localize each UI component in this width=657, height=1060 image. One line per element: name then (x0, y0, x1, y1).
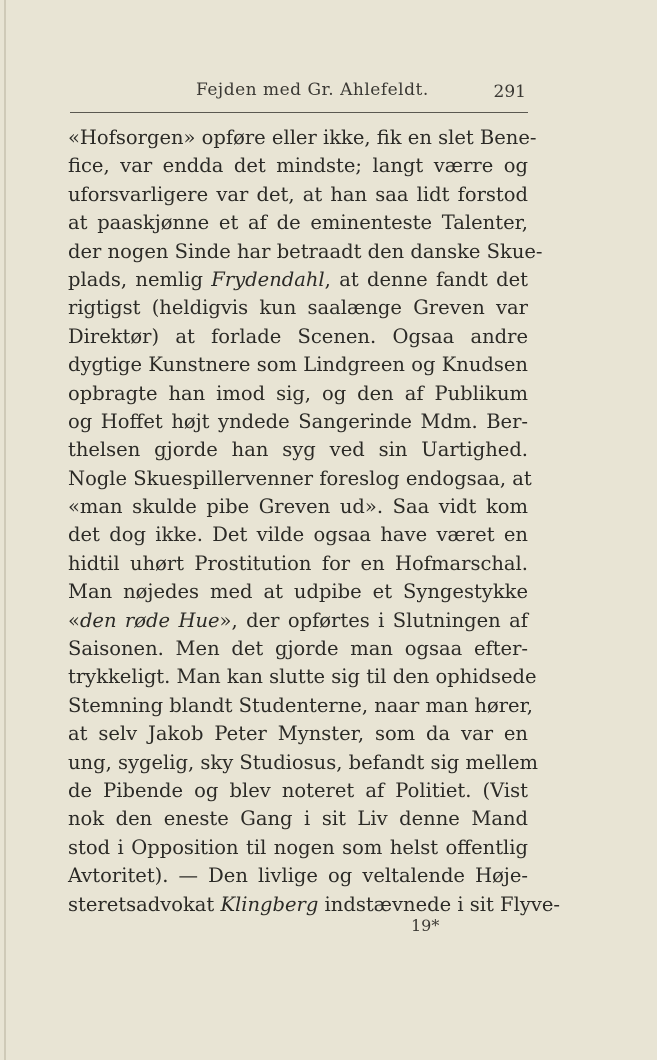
text-line: der nogen Sinde har betraadt den danske Skue- (68, 239, 543, 263)
text-line: Avtoritet). — Den livlige og veltalende Høje- (68, 864, 528, 888)
text-line: det dog ikke. Det vilde ogsaa have været en (68, 523, 528, 547)
text-line: thelsen gjorde han syg ved sin Uartighed. (68, 438, 528, 462)
page-number: 291 (493, 82, 526, 102)
text-line: «den røde Hue», der opførtes i Slutningen af (68, 608, 528, 632)
text-line: dygtige Kunstnere som Lindgreen og Knudsen (68, 353, 528, 377)
page-header (70, 74, 528, 114)
text-line: Saisonen. Men det gjorde man ogsaa efter- (68, 637, 528, 661)
text-line: hidtil uhørt Prostitution for en Hofmarschal. (68, 551, 528, 575)
text-line: uforsvarligere var det, at han saa lidt forstod (68, 182, 528, 206)
running-head: Fejden med Gr. Ahlefeldt. (196, 80, 429, 100)
page-edge (4, 0, 6, 1060)
text-line: steretsadvokat Klingberg indstævnede i sit Flyve- (68, 892, 560, 916)
italic-name: Klingberg (220, 892, 319, 916)
text-line: at paaskjønne et af de eminenteste Talenter, (68, 211, 528, 235)
text-line: stod i Opposition til nogen som helst offentlig (68, 835, 528, 859)
signature-mark: 19* (411, 916, 440, 935)
text-line: plads, nemlig Frydendahl, at denne fandt det (68, 267, 528, 291)
text-line: de Pibende og blev noteret af Politiet. (Vist (68, 778, 528, 802)
text-line: Stemning blandt Studenterne, naar man hører, (68, 693, 533, 717)
text-line: «man skulde pibe Greven ud». Saa vidt kom (68, 495, 528, 519)
text-line: trykkeligt. Man kan slutte sig til den ophidsede (68, 665, 537, 689)
text-line: ung, sygelig, sky Studiosus, befandt sig mellem (68, 750, 539, 774)
text-line: rigtigst (heldigvis kun saalænge Greven var (68, 296, 528, 320)
text-line: Nogle Skuespillervenner foreslog endogsaa, at (68, 466, 532, 490)
text-line: fice, var endda det mindste; langt værre og (68, 154, 528, 178)
text-line: og Hoffet højt yndede Sangerinde Mdm. Ber- (68, 409, 528, 433)
italic-name: den røde Hue (79, 608, 220, 632)
header-rule (70, 112, 528, 113)
text-line: at selv Jakob Peter Mynster, som da var en (68, 722, 528, 746)
body-text (68, 124, 560, 919)
text-line: Man nøjedes med at udpibe et Syngestykke (68, 580, 528, 604)
text-line: Direktør) at forlade Scenen. Ogsaa andre (68, 324, 528, 348)
text-line: nok den eneste Gang i sit Liv denne Mand (68, 807, 528, 831)
text-line: «Hofsorgen» opføre eller ikke, fik en slet Bene- (68, 126, 537, 149)
text-line: opbragte han imod sig, og den af Publikum (68, 381, 528, 405)
italic-name: Frydendahl (211, 267, 325, 291)
